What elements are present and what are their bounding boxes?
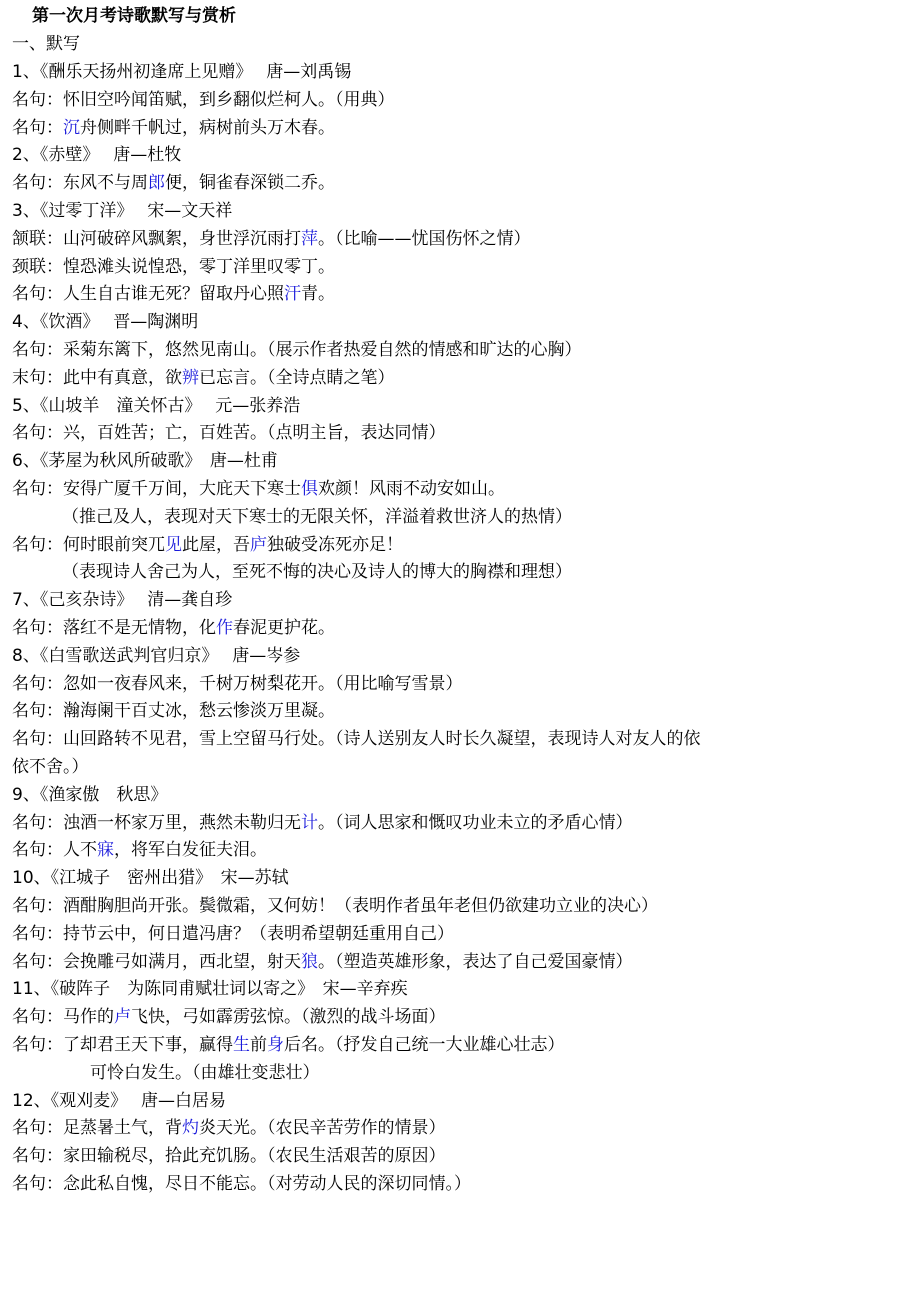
line-text: 名句：念此私自愧，尽日不能忘。（对劳动人民的深切同情。） [12, 1174, 471, 1194]
poem-heading [12, 1089, 226, 1113]
verse-line [12, 171, 335, 195]
poem-heading [12, 143, 181, 167]
line-text: 11、《破阵子 为陈同甫赋壮词以寄之》 宋—辛弃疾 [12, 979, 408, 1000]
line-text: 8、《白雪歌送武判官归京》 唐—岑参 [12, 645, 301, 666]
verse-line [12, 1144, 446, 1168]
highlighted-character: 郎 [148, 173, 165, 194]
line-text: 9、《渔家傲 秋思》 [12, 784, 168, 805]
line-text: 。（比喻——忧国伤怀之情） [318, 228, 531, 249]
verse-line [12, 88, 395, 112]
highlighted-character: 沉 [63, 117, 80, 138]
line-text: 6、《茅屋为秋风所破歌》 唐—杜甫 [12, 451, 278, 472]
line-text: 名句：足蒸暑土气，背 [12, 1118, 182, 1139]
line-text: 可怜白发生。（由雄壮变悲壮） [90, 1062, 320, 1083]
verse-line [12, 1005, 446, 1029]
poem-heading [12, 449, 278, 473]
line-text: 名句：酒酣胸胆尚开张。鬓微霜，又何妨！（表明作者虽年老但仍欲建功立业的决心） [12, 896, 658, 916]
highlighted-character: 狼 [301, 951, 318, 972]
verse-line [12, 1172, 471, 1196]
line-text: 。（塑造英雄形象，表达了自己爱国豪情） [318, 951, 633, 972]
line-text: 。（词人思家和慨叹功业未立的矛盾心情） [318, 812, 633, 833]
line-text: 名句：山回路转不见君，雪上空留马行处。（诗人送别友人时长久凝望，表现诗人对友人的依 [12, 729, 701, 750]
annotation-line [62, 560, 572, 584]
line-text: 名句：瀚海阑干百丈冰，愁云惨淡万里凝。 [12, 701, 335, 722]
line-text: 名句：会挽雕弓如满月，西北望，射天 [12, 951, 301, 972]
line-text: 名句： [12, 117, 63, 138]
line-text: 春泥更护花。 [233, 618, 335, 638]
poem-heading [12, 310, 198, 334]
poem-heading [12, 394, 300, 418]
highlighted-character: 灼 [182, 1118, 199, 1139]
line-text: 便，铜雀春深锁二乔。 [165, 173, 335, 194]
line-text: 2、《赤壁》 唐—杜牧 [12, 145, 182, 166]
verse-line [12, 755, 89, 779]
line-text: 舟侧畔千帆过，病树前头万木春。 [80, 117, 335, 138]
verse-line [12, 533, 403, 557]
line-text: 末句：此中有真意，欲 [12, 367, 182, 388]
line-text: 3、《过零丁洋》 宋—文天祥 [12, 201, 233, 221]
line-text: 12、《观刈麦》 唐—白居易 [12, 1090, 227, 1111]
line-text: 后名。（抒发自己统一大业雄心壮志） [284, 1035, 565, 1055]
line-text: 名句：人生自古谁无死？留取丹心照 [12, 284, 284, 305]
highlighted-character: 卢 [114, 1007, 131, 1028]
verse-line [12, 421, 446, 445]
verse-line [12, 838, 267, 862]
verse-continuation [90, 1061, 320, 1085]
line-text: 名句：怀旧空吟闻笛赋，到乡翻似烂柯人。（用典） [12, 89, 395, 110]
line-text: 1、《酬乐天扬州初逢席上见赠》 唐—刘禹锡 [12, 62, 352, 82]
highlighted-character: 计 [301, 812, 318, 833]
line-text: 已忘言。（全诗点睛之笔） [199, 367, 395, 388]
line-text: 5、《山坡羊 潼关怀古》 元—张养浩 [12, 395, 301, 416]
poem-heading [12, 60, 351, 84]
verse-line [12, 338, 582, 362]
highlighted-character: 俱 [301, 479, 318, 499]
poem-heading [12, 783, 167, 807]
line-text: 名句：安得广厦千万间，大庇天下寒士 [12, 479, 301, 499]
line-text: （推己及人，表现对天下寒士的无限关怀，洋溢着救世济人的热情） [62, 506, 572, 527]
line-text: 7、《己亥杂诗》 清—龚自珍 [12, 590, 233, 611]
highlighted-character: 见 [165, 534, 182, 555]
verse-line [12, 950, 633, 974]
line-text: 名句：马作的 [12, 1007, 114, 1028]
line-text: 颈联：惶恐滩头说惶恐，零丁洋里叹零丁。 [12, 256, 335, 277]
line-text: 名句：持节云中，何日遣冯唐？（表明希望朝廷重用自己） [12, 923, 454, 944]
line-text: （表现诗人舍己为人，至死不悔的决心及诗人的博大的胸襟和理想） [62, 562, 572, 583]
verse-line [12, 255, 335, 279]
line-text: 独破受冻死亦足！ [267, 534, 403, 555]
highlighted-character: 庐 [250, 534, 267, 555]
verse-line [12, 282, 335, 306]
line-text: 青。 [301, 284, 335, 305]
section-heading: 一、默写 [12, 34, 80, 54]
verse-line [12, 922, 454, 946]
verse-line [12, 672, 463, 696]
verse-line [12, 477, 505, 501]
line-text: 炎天光。（农民辛苦劳作的情景） [199, 1118, 446, 1139]
highlighted-character: 辨 [182, 367, 199, 388]
annotation-line [62, 505, 572, 529]
line-text: 名句：采菊东篱下，悠然见南山。（展示作者热爱自然的情感和旷达的心胸） [12, 340, 582, 360]
verse-line [12, 811, 633, 835]
line-text: 名句：兴，百姓苦；亡，百姓苦。（点明主旨，表达同情） [12, 423, 446, 444]
verse-line [12, 699, 335, 723]
verse-line [12, 727, 701, 751]
line-text: 4、《饮酒》 晋—陶渊明 [12, 312, 199, 333]
verse-line [12, 1033, 565, 1057]
document-title: 第一次月考诗歌默写与赏析 [32, 6, 236, 26]
line-text: 飞快，弓如霹雳弦惊。（激烈的战斗场面） [131, 1007, 446, 1028]
poem-heading [12, 977, 408, 1001]
line-text: 名句：东风不与周 [12, 173, 148, 194]
poem-heading [12, 644, 300, 668]
line-text: 此屋，吾 [182, 534, 250, 555]
poem-heading [12, 199, 232, 223]
line-text: 依不舍。） [12, 757, 89, 777]
highlighted-character: 汗 [284, 284, 301, 305]
verse-line [12, 616, 335, 640]
poem-heading [12, 588, 232, 612]
highlighted-character: 作 [216, 618, 233, 638]
line-text: 名句：人不 [12, 840, 97, 861]
highlighted-character: 生 [233, 1035, 250, 1055]
line-text: 名句：了却君王天下事，赢得 [12, 1035, 233, 1055]
highlighted-character: 萍 [301, 228, 318, 249]
line-text: 名句：浊酒一杯家万里，燕然未勒归无 [12, 812, 301, 833]
line-text: 前 [250, 1035, 267, 1055]
poem-heading [12, 866, 289, 890]
highlighted-character: 身 [267, 1035, 284, 1055]
line-text: 名句：家田输税尽，拾此充饥肠。（农民生活艰苦的原因） [12, 1146, 446, 1167]
line-text: 颔联：山河破碎风飘絮，身世浮沉雨打 [12, 228, 301, 249]
verse-line [12, 116, 335, 140]
line-text: ，将军白发征夫泪。 [114, 840, 267, 861]
verse-line [12, 366, 395, 390]
line-text: 欢颜！风雨不动安如山。 [318, 479, 505, 499]
line-text: 名句：忽如一夜春风来，千树万树梨花开。（用比喻写雪景） [12, 673, 463, 694]
highlighted-character: 寐 [97, 840, 114, 861]
line-text: 名句：何时眼前突兀 [12, 534, 165, 555]
verse-line [12, 227, 531, 251]
verse-line [12, 894, 658, 918]
verse-line [12, 1116, 446, 1140]
line-text: 名句：落红不是无情物，化 [12, 618, 216, 638]
line-text: 10、《江城子 密州出猎》 宋—苏轼 [12, 868, 289, 889]
